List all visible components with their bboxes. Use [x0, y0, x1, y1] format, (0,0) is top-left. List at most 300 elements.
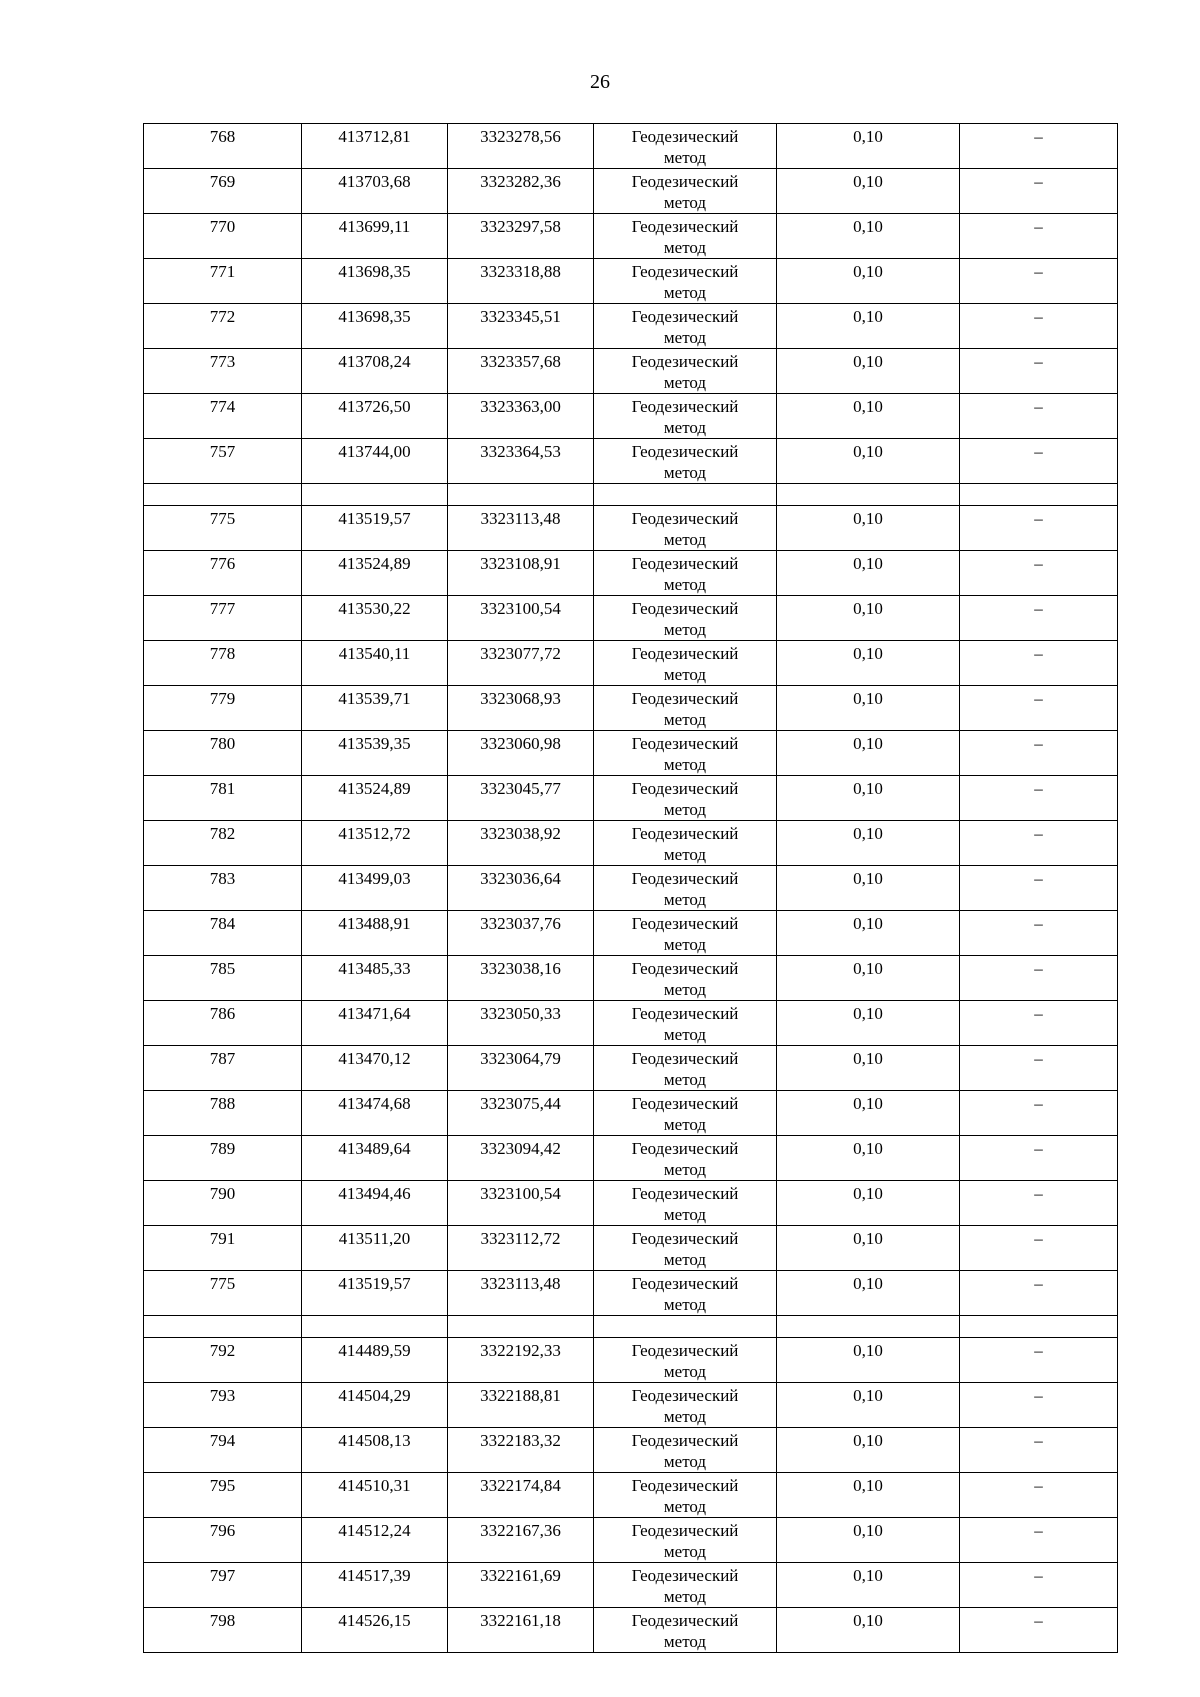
point-number-cell-text: 776: [209, 554, 236, 573]
table-row: [144, 641, 1118, 686]
accuracy-cell: [777, 214, 960, 259]
empty-cell: [302, 484, 448, 506]
note-cell-text: –: [1034, 1139, 1043, 1158]
note-cell: [960, 259, 1118, 304]
y-coordinate-cell: [448, 1608, 594, 1653]
table-row: [144, 304, 1118, 349]
point-number-cell-text: 786: [209, 1004, 236, 1023]
point-number-cell: [144, 1226, 302, 1271]
method-cell-text: Геодезический метод: [631, 1229, 739, 1269]
point-number-cell-text: 785: [209, 959, 236, 978]
table-row: [144, 506, 1118, 551]
method-cell-text: Геодезический метод: [631, 1386, 739, 1426]
method-cell: [594, 596, 777, 641]
method-cell: [594, 731, 777, 776]
point-number-cell: [144, 686, 302, 731]
point-number-cell-text: 793: [209, 1386, 236, 1405]
accuracy-cell-text: 0,10: [853, 442, 883, 461]
method-cell-text: Геодезический метод: [631, 172, 739, 212]
point-number-cell: [144, 349, 302, 394]
y-coordinate-cell: [448, 394, 594, 439]
accuracy-cell: [777, 349, 960, 394]
method-cell: [594, 394, 777, 439]
note-cell-text: –: [1034, 352, 1043, 371]
point-number-cell-text: 775: [209, 509, 236, 528]
point-number-cell: [144, 1271, 302, 1316]
empty-cell: [144, 484, 302, 506]
note-cell-text: –: [1034, 1229, 1043, 1248]
method-cell: [594, 1136, 777, 1181]
y-coordinate-cell: [448, 1046, 594, 1091]
method-cell-text: Геодезический метод: [631, 1049, 739, 1089]
method-cell: [594, 1226, 777, 1271]
y-coordinate-cell: [448, 911, 594, 956]
point-number-cell: [144, 214, 302, 259]
point-number-cell-text: 792: [209, 1341, 236, 1360]
accuracy-cell: [777, 1001, 960, 1046]
method-cell-text: Геодезический метод: [631, 1274, 739, 1314]
x-coordinate-cell-text: 413698,35: [338, 307, 411, 326]
y-coordinate-cell: [448, 1383, 594, 1428]
note-cell-text: –: [1034, 1004, 1043, 1023]
method-cell-text: Геодезический метод: [631, 1611, 739, 1651]
x-coordinate-cell: [302, 1383, 448, 1428]
note-cell-text: –: [1034, 1049, 1043, 1068]
accuracy-cell-text: 0,10: [853, 1431, 883, 1450]
table-row: [144, 821, 1118, 866]
point-number-cell-text: 772: [209, 307, 236, 326]
y-coordinate-cell-text: 3323038,16: [480, 959, 561, 978]
note-cell-text: –: [1034, 1274, 1043, 1293]
y-coordinate-cell-text: 3323364,53: [480, 442, 561, 461]
method-cell: [594, 259, 777, 304]
accuracy-cell-text: 0,10: [853, 824, 883, 843]
y-coordinate-cell-text: 3323068,93: [480, 689, 561, 708]
point-number-cell: [144, 1181, 302, 1226]
method-cell-text: Геодезический метод: [631, 442, 739, 482]
note-cell: [960, 641, 1118, 686]
x-coordinate-cell-text: 413539,71: [338, 689, 411, 708]
note-cell: [960, 169, 1118, 214]
x-coordinate-cell-text: 413499,03: [338, 869, 411, 888]
y-coordinate-cell: [448, 1136, 594, 1181]
method-cell: [594, 776, 777, 821]
accuracy-cell: [777, 304, 960, 349]
method-cell: [594, 1001, 777, 1046]
note-cell: [960, 866, 1118, 911]
method-cell-text: Геодезический метод: [631, 914, 739, 954]
accuracy-cell-text: 0,10: [853, 1341, 883, 1360]
method-cell-text: Геодезический метод: [631, 397, 739, 437]
point-number-cell: [144, 776, 302, 821]
x-coordinate-cell-text: 413524,89: [338, 779, 411, 798]
method-cell-text: Геодезический метод: [631, 1476, 739, 1516]
y-coordinate-cell: [448, 956, 594, 1001]
x-coordinate-cell: [302, 596, 448, 641]
y-coordinate-cell-text: 3323112,72: [480, 1229, 561, 1248]
table-row: [144, 1181, 1118, 1226]
accuracy-cell-text: 0,10: [853, 172, 883, 191]
x-coordinate-cell: [302, 731, 448, 776]
y-coordinate-cell: [448, 506, 594, 551]
accuracy-cell-text: 0,10: [853, 869, 883, 888]
x-coordinate-cell: [302, 551, 448, 596]
method-cell: [594, 1181, 777, 1226]
table-row: [144, 596, 1118, 641]
note-cell-text: –: [1034, 554, 1043, 573]
x-coordinate-cell: [302, 911, 448, 956]
table-row: [144, 1046, 1118, 1091]
method-cell-text: Геодезический метод: [631, 217, 739, 257]
note-cell-text: –: [1034, 1611, 1043, 1630]
y-coordinate-cell-text: 3323038,92: [480, 824, 561, 843]
coordinates-table: [143, 123, 1118, 1653]
y-coordinate-cell: [448, 866, 594, 911]
table-row: [144, 1383, 1118, 1428]
x-coordinate-cell: [302, 1001, 448, 1046]
note-cell-text: –: [1034, 779, 1043, 798]
note-cell: [960, 1338, 1118, 1383]
point-number-cell: [144, 551, 302, 596]
accuracy-cell-text: 0,10: [853, 1611, 883, 1630]
note-cell-text: –: [1034, 959, 1043, 978]
accuracy-cell-text: 0,10: [853, 1094, 883, 1113]
point-number-cell-text: 779: [209, 689, 236, 708]
accuracy-cell-text: 0,10: [853, 554, 883, 573]
point-number-cell: [144, 124, 302, 169]
y-coordinate-cell-text: 3323108,91: [480, 554, 561, 573]
x-coordinate-cell-text: 413530,22: [338, 599, 411, 618]
empty-cell: [594, 1316, 777, 1338]
x-coordinate-cell-text: 413512,72: [338, 824, 411, 843]
point-number-cell: [144, 394, 302, 439]
method-cell: [594, 1608, 777, 1653]
accuracy-cell: [777, 1518, 960, 1563]
x-coordinate-cell-text: 413470,12: [338, 1049, 411, 1068]
note-cell: [960, 439, 1118, 484]
method-cell-text: Геодезический метод: [631, 509, 739, 549]
y-coordinate-cell-text: 3323100,54: [480, 599, 561, 618]
note-cell: [960, 956, 1118, 1001]
note-cell: [960, 1563, 1118, 1608]
y-coordinate-cell: [448, 124, 594, 169]
table-row: [144, 731, 1118, 776]
point-number-cell: [144, 259, 302, 304]
table-row: [144, 1563, 1118, 1608]
point-number-cell-text: 778: [209, 644, 236, 663]
y-coordinate-cell-text: 3323050,33: [480, 1004, 561, 1023]
method-cell: [594, 821, 777, 866]
point-number-cell-text: 794: [209, 1431, 236, 1450]
method-cell: [594, 1271, 777, 1316]
method-cell: [594, 439, 777, 484]
y-coordinate-cell-text: 3323064,79: [480, 1049, 561, 1068]
method-cell-text: Геодезический метод: [631, 1094, 739, 1134]
accuracy-cell: [777, 641, 960, 686]
method-cell-text: Геодезический метод: [631, 644, 739, 684]
table-row: [144, 1271, 1118, 1316]
method-cell-text: Геодезический метод: [631, 689, 739, 729]
method-cell-text: Геодезический метод: [631, 734, 739, 774]
empty-cell: [777, 484, 960, 506]
accuracy-cell-text: 0,10: [853, 397, 883, 416]
accuracy-cell: [777, 439, 960, 484]
y-coordinate-cell: [448, 1563, 594, 1608]
y-coordinate-cell: [448, 641, 594, 686]
method-cell: [594, 1383, 777, 1428]
point-number-cell: [144, 866, 302, 911]
note-cell-text: –: [1034, 734, 1043, 753]
accuracy-cell: [777, 1338, 960, 1383]
y-coordinate-cell-text: 3322174,84: [480, 1476, 561, 1495]
y-coordinate-cell: [448, 1181, 594, 1226]
point-number-cell: [144, 1136, 302, 1181]
y-coordinate-cell: [448, 259, 594, 304]
note-cell-text: –: [1034, 127, 1043, 146]
point-number-cell-text: 768: [209, 127, 236, 146]
y-coordinate-cell-text: 3322167,36: [480, 1521, 561, 1540]
method-cell: [594, 1338, 777, 1383]
point-number-cell: [144, 1091, 302, 1136]
note-cell-text: –: [1034, 1431, 1043, 1450]
table-row: [144, 1226, 1118, 1271]
x-coordinate-cell: [302, 866, 448, 911]
y-coordinate-cell-text: 3323113,48: [480, 1274, 561, 1293]
note-cell-text: –: [1034, 172, 1043, 191]
x-coordinate-cell-text: 413540,11: [338, 644, 411, 663]
y-coordinate-cell: [448, 1518, 594, 1563]
table-row: [144, 776, 1118, 821]
y-coordinate-cell: [448, 596, 594, 641]
method-cell: [594, 641, 777, 686]
point-number-cell-text: 798: [209, 1611, 236, 1630]
y-coordinate-cell: [448, 1271, 594, 1316]
method-cell: [594, 956, 777, 1001]
empty-cell: [144, 1316, 302, 1338]
method-cell-text: Геодезический метод: [631, 1004, 739, 1044]
note-cell-text: –: [1034, 824, 1043, 843]
accuracy-cell: [777, 506, 960, 551]
x-coordinate-cell-text: 413489,64: [338, 1139, 411, 1158]
y-coordinate-cell: [448, 821, 594, 866]
point-number-cell-text: 784: [209, 914, 236, 933]
x-coordinate-cell-text: 413712,81: [338, 127, 411, 146]
point-number-cell: [144, 1563, 302, 1608]
method-cell: [594, 506, 777, 551]
empty-cell: [594, 484, 777, 506]
point-number-cell: [144, 439, 302, 484]
x-coordinate-cell: [302, 349, 448, 394]
accuracy-cell-text: 0,10: [853, 599, 883, 618]
x-coordinate-cell: [302, 1226, 448, 1271]
accuracy-cell: [777, 821, 960, 866]
note-cell-text: –: [1034, 1521, 1043, 1540]
note-cell: [960, 731, 1118, 776]
method-cell: [594, 1091, 777, 1136]
y-coordinate-cell-text: 3323045,77: [480, 779, 561, 798]
x-coordinate-cell: [302, 1428, 448, 1473]
x-coordinate-cell: [302, 214, 448, 259]
note-cell-text: –: [1034, 1094, 1043, 1113]
note-cell: [960, 1608, 1118, 1653]
point-number-cell-text: 790: [209, 1184, 236, 1203]
x-coordinate-cell: [302, 1136, 448, 1181]
accuracy-cell-text: 0,10: [853, 352, 883, 371]
point-number-cell-text: 775: [209, 1274, 236, 1293]
y-coordinate-cell: [448, 1428, 594, 1473]
x-coordinate-cell: [302, 1518, 448, 1563]
x-coordinate-cell: [302, 124, 448, 169]
x-coordinate-cell-text: 414510,31: [338, 1476, 411, 1495]
x-coordinate-cell: [302, 506, 448, 551]
method-cell: [594, 349, 777, 394]
accuracy-cell-text: 0,10: [853, 959, 883, 978]
note-cell-text: –: [1034, 397, 1043, 416]
note-cell: [960, 1181, 1118, 1226]
point-number-cell: [144, 911, 302, 956]
table-separator-row: [144, 1316, 1118, 1338]
accuracy-cell-text: 0,10: [853, 644, 883, 663]
x-coordinate-cell-text: 413485,33: [338, 959, 411, 978]
y-coordinate-cell-text: 3323357,68: [480, 352, 561, 371]
y-coordinate-cell: [448, 776, 594, 821]
note-cell: [960, 394, 1118, 439]
y-coordinate-cell-text: 3322161,18: [480, 1611, 561, 1630]
x-coordinate-cell-text: 413698,35: [338, 262, 411, 281]
x-coordinate-cell-text: 413494,46: [338, 1184, 411, 1203]
y-coordinate-cell-text: 3323077,72: [480, 644, 561, 663]
method-cell: [594, 1563, 777, 1608]
method-cell: [594, 911, 777, 956]
point-number-cell: [144, 1046, 302, 1091]
x-coordinate-cell: [302, 304, 448, 349]
x-coordinate-cell-text: 413474,68: [338, 1094, 411, 1113]
accuracy-cell-text: 0,10: [853, 262, 883, 281]
note-cell: [960, 506, 1118, 551]
x-coordinate-cell-text: 413519,57: [338, 1274, 411, 1293]
empty-cell: [960, 484, 1118, 506]
table-row: [144, 911, 1118, 956]
table-row: [144, 1001, 1118, 1046]
point-number-cell-text: 771: [209, 262, 236, 281]
method-cell: [594, 551, 777, 596]
table-row: [144, 866, 1118, 911]
accuracy-cell: [777, 124, 960, 169]
note-cell: [960, 911, 1118, 956]
accuracy-cell-text: 0,10: [853, 509, 883, 528]
y-coordinate-cell: [448, 731, 594, 776]
accuracy-cell: [777, 1091, 960, 1136]
accuracy-cell: [777, 394, 960, 439]
accuracy-cell-text: 0,10: [853, 1139, 883, 1158]
x-coordinate-cell: [302, 821, 448, 866]
x-coordinate-cell-text: 414512,24: [338, 1521, 411, 1540]
accuracy-cell-text: 0,10: [853, 307, 883, 326]
method-cell: [594, 1046, 777, 1091]
method-cell: [594, 1428, 777, 1473]
point-number-cell-text: 773: [209, 352, 236, 371]
y-coordinate-cell: [448, 551, 594, 596]
note-cell-text: –: [1034, 599, 1043, 618]
point-number-cell-text: 777: [209, 599, 236, 618]
y-coordinate-cell-text: 3323363,00: [480, 397, 561, 416]
note-cell-text: –: [1034, 1386, 1043, 1405]
note-cell-text: –: [1034, 442, 1043, 461]
note-cell: [960, 1428, 1118, 1473]
point-number-cell: [144, 1428, 302, 1473]
empty-cell: [448, 484, 594, 506]
point-number-cell: [144, 821, 302, 866]
note-cell: [960, 1136, 1118, 1181]
x-coordinate-cell: [302, 259, 448, 304]
note-cell: [960, 1271, 1118, 1316]
x-coordinate-cell-text: 413744,00: [338, 442, 411, 461]
accuracy-cell-text: 0,10: [853, 734, 883, 753]
table-row: [144, 1428, 1118, 1473]
y-coordinate-cell-text: 3322192,33: [480, 1341, 561, 1360]
accuracy-cell: [777, 776, 960, 821]
note-cell-text: –: [1034, 644, 1043, 663]
accuracy-cell: [777, 1136, 960, 1181]
x-coordinate-cell: [302, 439, 448, 484]
table-separator-row: [144, 484, 1118, 506]
x-coordinate-cell-text: 413726,50: [338, 397, 411, 416]
x-coordinate-cell: [302, 1608, 448, 1653]
y-coordinate-cell: [448, 214, 594, 259]
note-cell-text: –: [1034, 509, 1043, 528]
empty-cell: [960, 1316, 1118, 1338]
y-coordinate-cell-text: 3323113,48: [480, 509, 561, 528]
y-coordinate-cell-text: 3322161,69: [480, 1566, 561, 1585]
point-number-cell-text: 774: [209, 397, 236, 416]
point-number-cell: [144, 1383, 302, 1428]
method-cell-text: Геодезический метод: [631, 869, 739, 909]
point-number-cell-text: 757: [209, 442, 236, 461]
note-cell: [960, 551, 1118, 596]
note-cell-text: –: [1034, 262, 1043, 281]
method-cell: [594, 169, 777, 214]
accuracy-cell: [777, 1428, 960, 1473]
accuracy-cell-text: 0,10: [853, 1476, 883, 1495]
accuracy-cell-text: 0,10: [853, 914, 883, 933]
point-number-cell: [144, 956, 302, 1001]
y-coordinate-cell: [448, 304, 594, 349]
note-cell-text: –: [1034, 1184, 1043, 1203]
y-coordinate-cell-text: 3323345,51: [480, 307, 561, 326]
table-row: [144, 956, 1118, 1001]
y-coordinate-cell: [448, 1091, 594, 1136]
accuracy-cell-text: 0,10: [853, 1049, 883, 1068]
accuracy-cell: [777, 956, 960, 1001]
note-cell: [960, 1091, 1118, 1136]
table-row: [144, 1338, 1118, 1383]
empty-cell: [302, 1316, 448, 1338]
accuracy-cell: [777, 259, 960, 304]
point-number-cell-text: 797: [209, 1566, 236, 1585]
note-cell-text: –: [1034, 217, 1043, 236]
note-cell: [960, 1226, 1118, 1271]
x-coordinate-cell-text: 413524,89: [338, 554, 411, 573]
x-coordinate-cell: [302, 1338, 448, 1383]
table-row: [144, 169, 1118, 214]
accuracy-cell-text: 0,10: [853, 127, 883, 146]
note-cell: [960, 1046, 1118, 1091]
note-cell: [960, 349, 1118, 394]
x-coordinate-cell: [302, 394, 448, 439]
accuracy-cell: [777, 1473, 960, 1518]
point-number-cell-text: 791: [209, 1229, 236, 1248]
point-number-cell: [144, 596, 302, 641]
